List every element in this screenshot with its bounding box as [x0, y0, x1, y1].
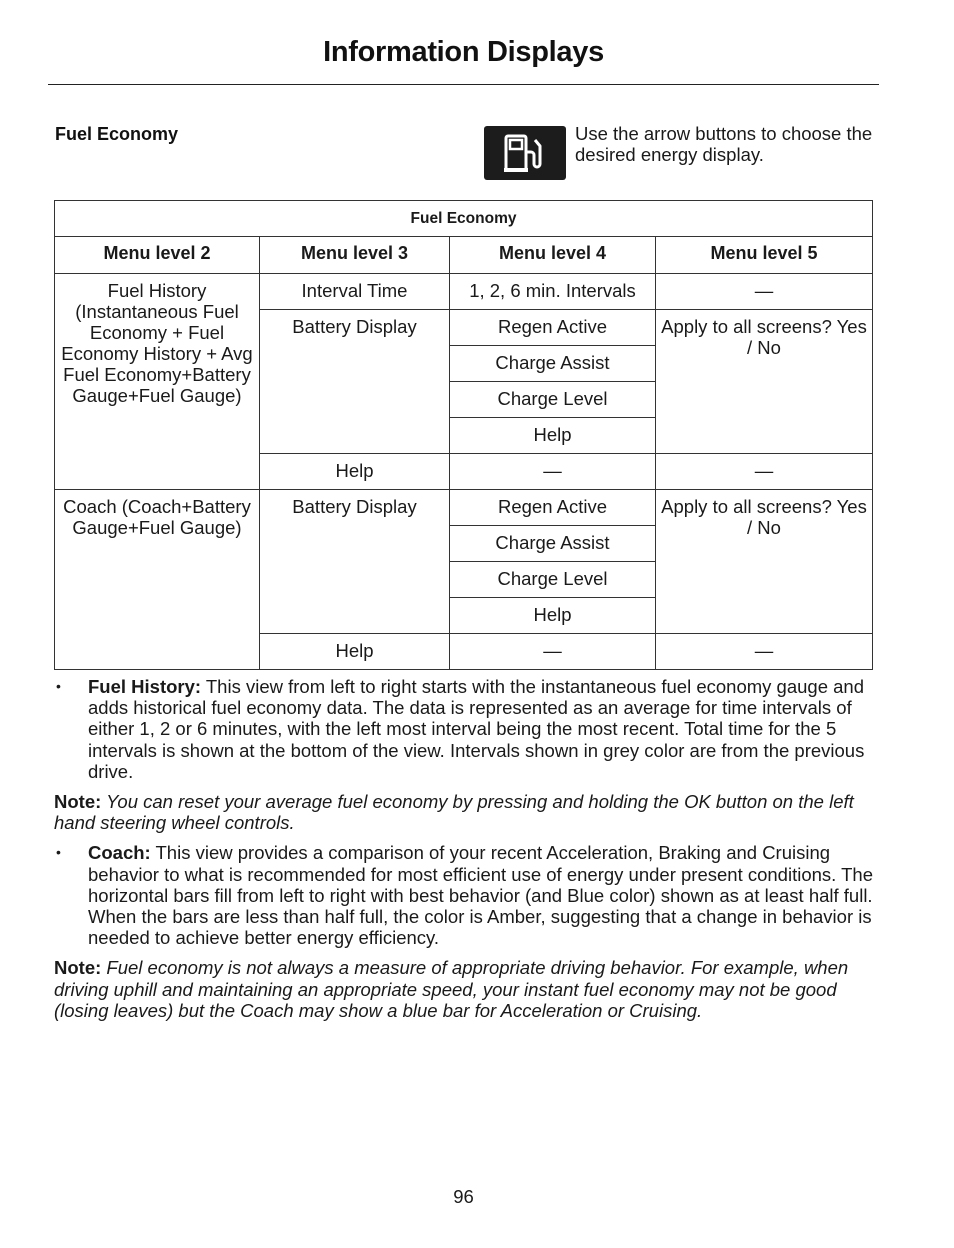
- note-paragraph: [54, 957, 874, 1021]
- table-cell: —: [656, 634, 873, 670]
- table-header-row: [55, 237, 873, 274]
- table-cell: Apply to all screens? Yes / No: [656, 310, 873, 454]
- table-cell: —: [450, 454, 656, 490]
- table-cell: Help: [450, 598, 656, 634]
- table-cell: Help: [450, 418, 656, 454]
- table-cell: Battery Display: [260, 490, 450, 634]
- bullet-text: This view provides a comparison of your recent Acceleration, Braking and Cruising behavior to what is recommended for most efficient use of energy under present conditions. The horizontal bars fill from left to right with best behavior (and Blue color) shown as at least half full. When the bars are less than half full, the color is Amber, suggesting that a change in behavior is needed to achieve better energy efficiency.: [88, 842, 873, 949]
- body-text: [54, 676, 874, 1030]
- bullet-icon: •: [56, 678, 61, 694]
- cell-coach: Coach (Coach+Battery Gauge+Fuel Gauge): [55, 490, 260, 670]
- table-cell: Regen Active: [450, 490, 656, 526]
- note-label: Note:: [54, 791, 102, 813]
- list-item-fuel-history: [54, 676, 874, 782]
- table-cell: —: [450, 634, 656, 670]
- note-paragraph: [54, 791, 874, 833]
- column-header: Menu level 4: [450, 237, 656, 274]
- table-cell: Charge Assist: [450, 346, 656, 382]
- table-cell: Help: [260, 454, 450, 490]
- table-cell: Charge Level: [450, 562, 656, 598]
- page-number: 96: [453, 1186, 474, 1207]
- fuel-economy-menu-table: [54, 200, 873, 670]
- table-cell: Apply to all screens? Yes / No: [656, 490, 873, 634]
- note-label: Note:: [54, 957, 102, 979]
- table-row: [55, 490, 873, 526]
- table-cell: Interval Time: [260, 274, 450, 310]
- table-caption: Fuel Economy: [55, 201, 873, 237]
- table-cell: Battery Display: [260, 310, 450, 454]
- intro-text: Use the arrow buttons to choose the desired energy display.: [575, 123, 873, 165]
- list-item-coach: [54, 842, 874, 948]
- note-text: Fuel economy is not always a measure of appropriate driving behavior. For example, when driving uphill and maintaining an appropriate speed, your instant fuel economy may not be good (losing leaves) but the Coach may show a blue bar for Acceleration or Cruising.: [54, 957, 849, 1021]
- column-header: Menu level 5: [656, 237, 873, 274]
- section-heading: Fuel Economy: [55, 124, 179, 144]
- fuel-pump-icon: [484, 126, 566, 180]
- table-cell: Regen Active: [450, 310, 656, 346]
- table-cell: —: [656, 454, 873, 490]
- cell-fuel-history: Fuel History (Instantaneous Fuel Economy + Fuel Economy History + Avg Fuel Economy+Battery Gauge+Fuel Gauge): [55, 274, 260, 490]
- table-row: [55, 274, 873, 310]
- table-cell: Charge Level: [450, 382, 656, 418]
- bullet-lead: Coach:: [88, 842, 151, 864]
- table-cell: Help: [260, 634, 450, 670]
- table-cell: 1, 2, 6 min. Intervals: [450, 274, 656, 310]
- table-cell: Charge Assist: [450, 526, 656, 562]
- note-text: You can reset your average fuel economy by pressing and holding the OK button on the left hand steering wheel controls.: [54, 791, 854, 834]
- table-caption-row: [55, 201, 873, 237]
- column-header: Menu level 2: [55, 237, 260, 274]
- bullet-icon: •: [56, 844, 61, 861]
- title-divider: [48, 84, 879, 85]
- column-header: Menu level 3: [260, 237, 450, 274]
- table-cell: —: [656, 274, 873, 310]
- page-title: Information Displays: [323, 36, 604, 68]
- bullet-lead: Fuel History:: [88, 676, 202, 697]
- bullet-text: This view from left to right starts with the instantaneous fuel economy gauge and adds historical fuel economy data. The data is represented as an average for time intervals of either 1, 2 or 6 minutes, with the left most interval being the most recent. Total time for the 5 intervals is shown at the bottom of the view. Intervals shown in grey color are from the previous drive.: [88, 676, 865, 782]
